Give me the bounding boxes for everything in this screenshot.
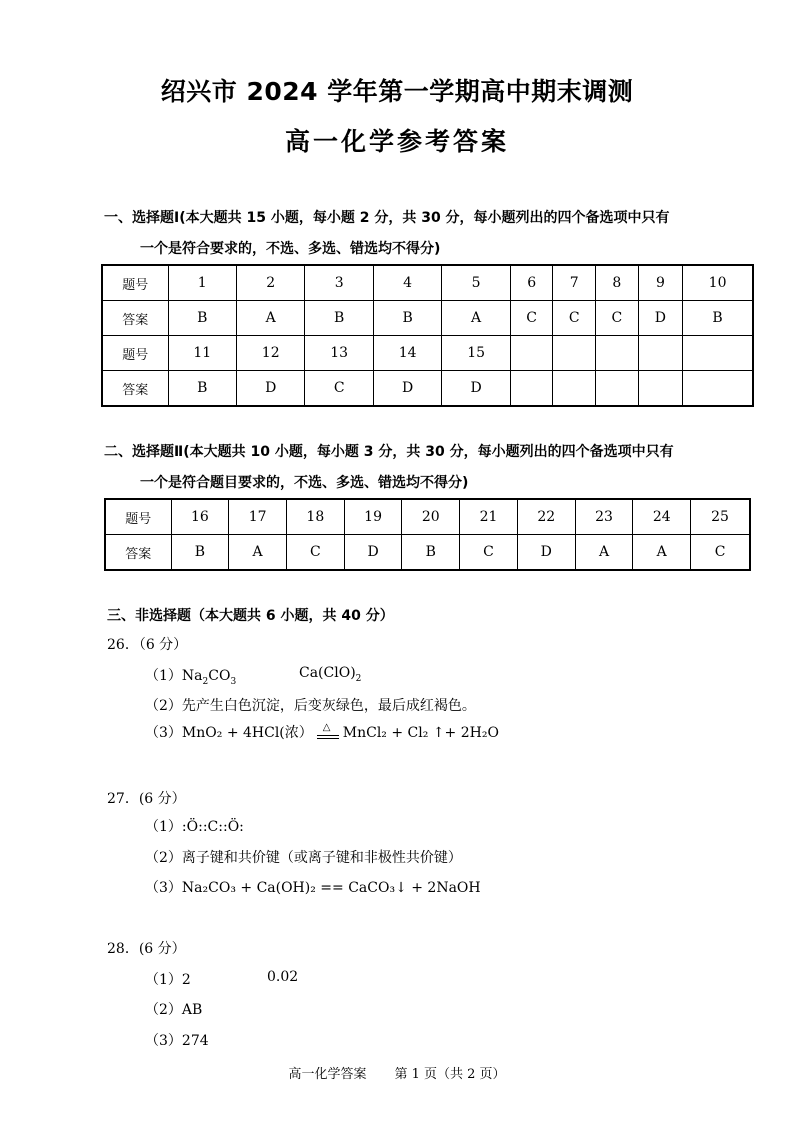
question-number-row-cell (596, 336, 639, 371)
question-number-row-cell (510, 336, 553, 371)
question-number-row-cell: 5 (442, 265, 510, 301)
q27-part1-number: （1） (145, 819, 182, 835)
page-title: 绍兴市 2024 学年第一学期高中期末调测 (160, 77, 634, 106)
question-number-row-cell: 24 (633, 499, 691, 535)
section2-line1: 二、选择题Ⅱ(本大题共 10 小题，每小题 3 分，共 30 分，每小题列出的四个备选项中只有 (104, 444, 674, 460)
answer-row-cell: D (236, 371, 304, 407)
answer-row-cell (553, 371, 596, 407)
answer-row-cell: A (442, 301, 510, 336)
q27-part1 (145, 816, 244, 836)
section3-heading: 三、非选择题（本大题共 6 小题，共 40 分） (107, 608, 394, 624)
q26-part2: （2）先产生白色沉淀，后变灰绿色，最后成红褐色。 (145, 698, 476, 714)
footer-doc-name: 高一化学答案 (288, 1067, 367, 1082)
answer-row (102, 301, 753, 336)
q27-part3 (145, 877, 481, 897)
q26-part1-answer1: $Na_2CO_3$ (181, 668, 237, 687)
q26-part3-number: （3） (145, 725, 182, 741)
question-number-row-label: 题号 (105, 499, 171, 535)
section2-answer-table (104, 498, 751, 571)
question-number-row-label: 题号 (102, 265, 168, 301)
answer-row-label: 答案 (105, 535, 171, 571)
answer-row-cell: B (402, 535, 460, 571)
answer-row-cell: C (691, 535, 750, 571)
q28-part1 (145, 969, 299, 989)
section1-answer-table (101, 264, 754, 407)
answer-row-label: 答案 (102, 301, 168, 336)
question-number-row (105, 499, 750, 535)
question-number-row-cell: 18 (286, 499, 344, 535)
question-number-row-cell: 22 (517, 499, 575, 535)
question-number-row-cell (638, 336, 682, 371)
q28-part3: （3）274 (145, 1033, 209, 1049)
question-number-row-cell: 10 (683, 265, 753, 301)
q28-part1-number: （1） (145, 972, 182, 988)
answer-row-label: 答案 (102, 371, 168, 407)
question-number-row-cell: 19 (344, 499, 402, 535)
question-number-row-cell: 23 (575, 499, 633, 535)
q26-part1 (145, 665, 362, 687)
answer-row-cell: B (168, 371, 236, 407)
answer-row-cell: D (442, 371, 510, 407)
section2-heading (104, 437, 764, 499)
question-number-row-cell: 21 (460, 499, 518, 535)
page-subtitle: 高一化学参考答案 (284, 127, 509, 156)
question-number-row-cell: 17 (229, 499, 287, 535)
answer-row (105, 535, 750, 571)
answer-row-cell (683, 371, 753, 407)
answer-row-cell: B (305, 301, 373, 336)
question-number-row-label: 题号 (102, 336, 168, 371)
answer-row-cell: A (575, 535, 633, 571)
question-number-row-cell: 12 (236, 336, 304, 371)
question-number-row-cell: 14 (373, 336, 441, 371)
heat-condition-icon: △ (317, 722, 339, 744)
answer-row-cell: C (286, 535, 344, 571)
q27-part3-number: （3） (145, 880, 182, 896)
page-footer (0, 1063, 794, 1082)
question-number-row-cell: 16 (171, 499, 229, 535)
answer-row-cell: D (638, 301, 682, 336)
answer-row-cell: B (171, 535, 229, 571)
answer-row-cell: D (344, 535, 402, 571)
answer-row-cell (638, 371, 682, 407)
answer-row-cell: C (553, 301, 596, 336)
question-number-row (102, 336, 753, 371)
section1-heading (104, 203, 764, 265)
section1-line2: 一个是符合要求的，不选、多选、错选均不得分) (140, 241, 441, 257)
answer-row-cell: B (373, 301, 441, 336)
question-number-row-cell: 1 (168, 265, 236, 301)
q26-part3-reactants: MnO₂ + 4HCl(浓） (181, 725, 313, 741)
q27-part3-equation: Na₂CO₃ + Ca(OH)₂ == CaCO₃↓ + 2NaOH (181, 880, 481, 896)
question-number-row-cell: 2 (236, 265, 304, 301)
answer-row-cell: A (236, 301, 304, 336)
question-number-row-cell: 3 (305, 265, 373, 301)
question-number-row-cell: 13 (305, 336, 373, 371)
section1-line1: 一、选择题Ⅰ(本大题共 15 小题，每小题 2 分，共 30 分，每小题列出的四个备选项中只有 (104, 210, 670, 226)
q28-part1-answer1: 2 (181, 972, 191, 988)
question-number-row (102, 265, 753, 301)
question-number-row-cell: 11 (168, 336, 236, 371)
question-number-row-cell (683, 336, 753, 371)
question-number-row-cell: 8 (596, 265, 639, 301)
answer-row-cell: C (305, 371, 373, 407)
q26-part3 (145, 722, 499, 744)
section2-line2: 一个是符合题目要求的，不选、多选、错选均不得分) (140, 475, 469, 491)
q26-part1-answer2: $Ca(ClO)_2$ (299, 665, 362, 684)
answer-row-cell: C (596, 301, 639, 336)
q27-electron-formula: :Ö::C::Ö: (181, 819, 244, 835)
answer-row-cell: D (373, 371, 441, 407)
q28-label: 28．(6 分） (107, 941, 186, 957)
answer-row-cell: C (510, 301, 553, 336)
answer-row-cell (510, 371, 553, 407)
question-number-row-cell: 7 (553, 265, 596, 301)
q28-part2: （2）AB (145, 1002, 203, 1018)
question-number-row-cell: 9 (638, 265, 682, 301)
q26-part3-products: MnCl₂ + Cl₂ ↑+ 2H₂O (342, 725, 499, 741)
q27-part2: （2）离子键和共价键（或离子键和非极性共价键） (145, 850, 462, 866)
q28-part1-answer2: 0.02 (267, 969, 299, 985)
question-number-row-cell (553, 336, 596, 371)
question-number-row-cell: 15 (442, 336, 510, 371)
answer-row-cell: B (683, 301, 753, 336)
q27-label: 27．(6 分） (107, 791, 186, 807)
footer-page-number: 第 1 页（共 2 页） (394, 1067, 506, 1082)
q26-label: 26．（6 分） (107, 637, 188, 653)
question-number-row-cell: 6 (510, 265, 553, 301)
answer-row-cell: D (517, 535, 575, 571)
q26-part1-number: （1） (145, 668, 182, 684)
answer-row-cell: A (229, 535, 287, 571)
answer-row-cell: A (633, 535, 691, 571)
answer-row-cell: B (168, 301, 236, 336)
question-number-row-cell: 25 (691, 499, 750, 535)
answer-row (102, 371, 753, 407)
answer-row-cell (596, 371, 639, 407)
question-number-row-cell: 4 (373, 265, 441, 301)
question-number-row-cell: 20 (402, 499, 460, 535)
answer-row-cell: C (460, 535, 518, 571)
